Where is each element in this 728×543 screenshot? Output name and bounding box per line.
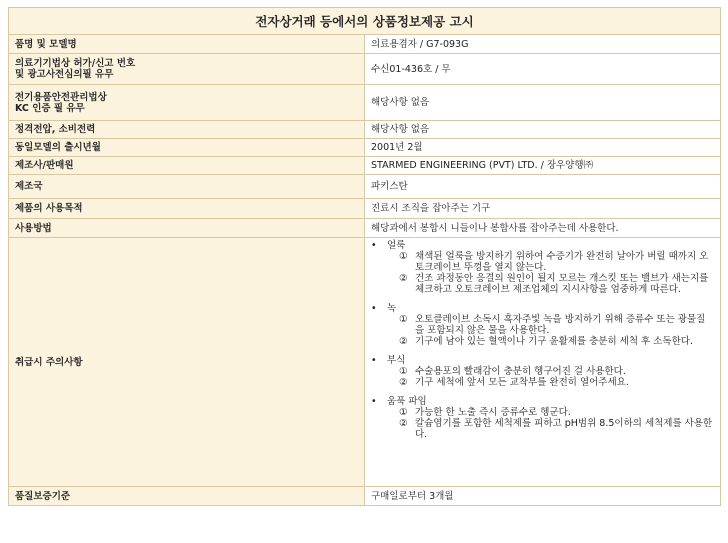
label-line: 전기용품안전관리법상 <box>15 91 107 103</box>
table-row <box>9 238 721 487</box>
title-row <box>9 8 721 35</box>
circled-number: ② <box>399 336 408 347</box>
circled-number: ① <box>399 251 408 262</box>
row-label-voltage-power: 정격전압, 소비전력 <box>9 121 365 139</box>
list-item <box>371 336 714 347</box>
row-value-country: 파키스탄 <box>365 175 721 199</box>
section-heading: 얼룩 <box>387 240 406 251</box>
table-row <box>9 175 721 199</box>
table-row <box>9 35 721 54</box>
item-text: 채색된 얼룩을 방지하기 위하여 수증기가 완전히 날아가 버릴 때까지 오토크레이브 뚜껑을 열지 않는다. <box>415 251 709 273</box>
list-item <box>371 418 714 440</box>
label-line: 및 광고사전심의필 유무 <box>15 69 114 80</box>
table-row <box>9 139 721 157</box>
row-value-permit-number: 수신01-436호 / 무 <box>365 54 721 85</box>
row-label-country: 제조국 <box>9 175 365 199</box>
circled-number: ② <box>399 377 408 388</box>
item-text: 칼슘염기를 포함한 세척제를 피하고 pH범위 8.5이하의 세척제를 사용한다. <box>415 418 713 440</box>
table-title: 전자상거래 등에서의 상품정보제공 고시 <box>9 8 721 35</box>
row-label-permit-number <box>9 54 365 85</box>
list-item <box>371 407 714 418</box>
precaution-section <box>371 303 714 347</box>
handling-precautions-content <box>365 238 721 487</box>
row-value-product-model: 의료용겸자 / G7-093G <box>365 35 721 54</box>
circled-number: ① <box>399 407 408 418</box>
row-label-quality-warranty: 품질보증기준 <box>9 487 365 506</box>
bullet-icon: • <box>371 240 377 251</box>
circled-number: ② <box>399 273 408 284</box>
precaution-section <box>371 355 714 388</box>
label-line: KC 인증 필 유무 <box>15 102 85 114</box>
row-label-product-model: 품명 및 모델명 <box>9 35 365 54</box>
table-row <box>9 487 721 506</box>
item-text: 오토클레이브 소독시 흑자주빛 녹을 방지하기 위해 증류수 또는 광물질을 포함되지 않은 물을 사용한다. <box>415 314 706 336</box>
row-label-release-date: 동일모델의 출시년월 <box>9 139 365 157</box>
row-label-usage: 사용방법 <box>9 219 365 238</box>
product-info-table <box>8 7 721 506</box>
circled-number: ① <box>399 366 408 377</box>
list-item <box>371 251 714 273</box>
section-heading: 녹 <box>387 303 397 314</box>
bullet-icon: • <box>371 355 377 366</box>
item-text: 수술용포의 빨래감이 충분히 헹구어진 걸 사용한다. <box>415 366 626 377</box>
row-label-purpose: 제품의 사용목적 <box>9 199 365 219</box>
row-value-usage: 해당과에서 봉합시 니들이나 봉합사를 잡아주는데 사용한다. <box>365 219 721 238</box>
row-value-purpose: 진료시 조직을 잡아주는 기구 <box>365 199 721 219</box>
precaution-section <box>371 240 714 295</box>
label-line: 의료기기법상 허가/신고 번호 <box>15 58 136 69</box>
row-label-handling-precautions: 취급시 주의사항 <box>9 238 365 487</box>
circled-number: ② <box>399 418 408 429</box>
list-item <box>371 377 714 388</box>
item-text: 기구 세척에 앞서 모든 교착부를 완전히 열어주세요. <box>415 377 629 388</box>
item-text: 건조 과정동안 응결의 원인이 될지 모르는 개스킷 또는 밸브가 새는지를 체크하고 오토크레이브 제조업체의 지시사항을 엄중하게 따른다. <box>415 273 709 295</box>
table-row <box>9 121 721 139</box>
table-row <box>9 85 721 121</box>
table-row <box>9 219 721 238</box>
precaution-section <box>371 396 714 440</box>
bullet-icon: • <box>371 303 377 314</box>
row-label-manufacturer: 제조사/판매원 <box>9 157 365 175</box>
list-item <box>371 314 714 336</box>
row-value-manufacturer: STARMED ENGINEERING (PVT) LTD. / 장우양행㈜ <box>365 157 721 175</box>
list-item <box>371 366 714 377</box>
row-value-release-date: 2001년 2월 <box>365 139 721 157</box>
table-row <box>9 199 721 219</box>
row-value-kc-certification: 해당사항 없음 <box>365 85 721 121</box>
item-text: 기구에 남아 있는 혈액이나 기구 윤활제를 충분히 세척 후 소독한다. <box>415 336 693 347</box>
row-value-voltage-power: 해당사항 없음 <box>365 121 721 139</box>
list-item <box>371 273 714 295</box>
section-heading: 움푹 파임 <box>387 396 427 407</box>
row-value-quality-warranty: 구매일로부터 3개월 <box>365 487 721 506</box>
circled-number: ① <box>399 314 408 325</box>
section-heading: 부식 <box>387 355 406 366</box>
bullet-icon: • <box>371 396 377 407</box>
table-row <box>9 157 721 175</box>
item-text: 가능한 한 노출 즉시 증류수로 헹군다. <box>415 407 571 418</box>
table-row <box>9 54 721 85</box>
row-label-kc-certification <box>9 85 365 121</box>
